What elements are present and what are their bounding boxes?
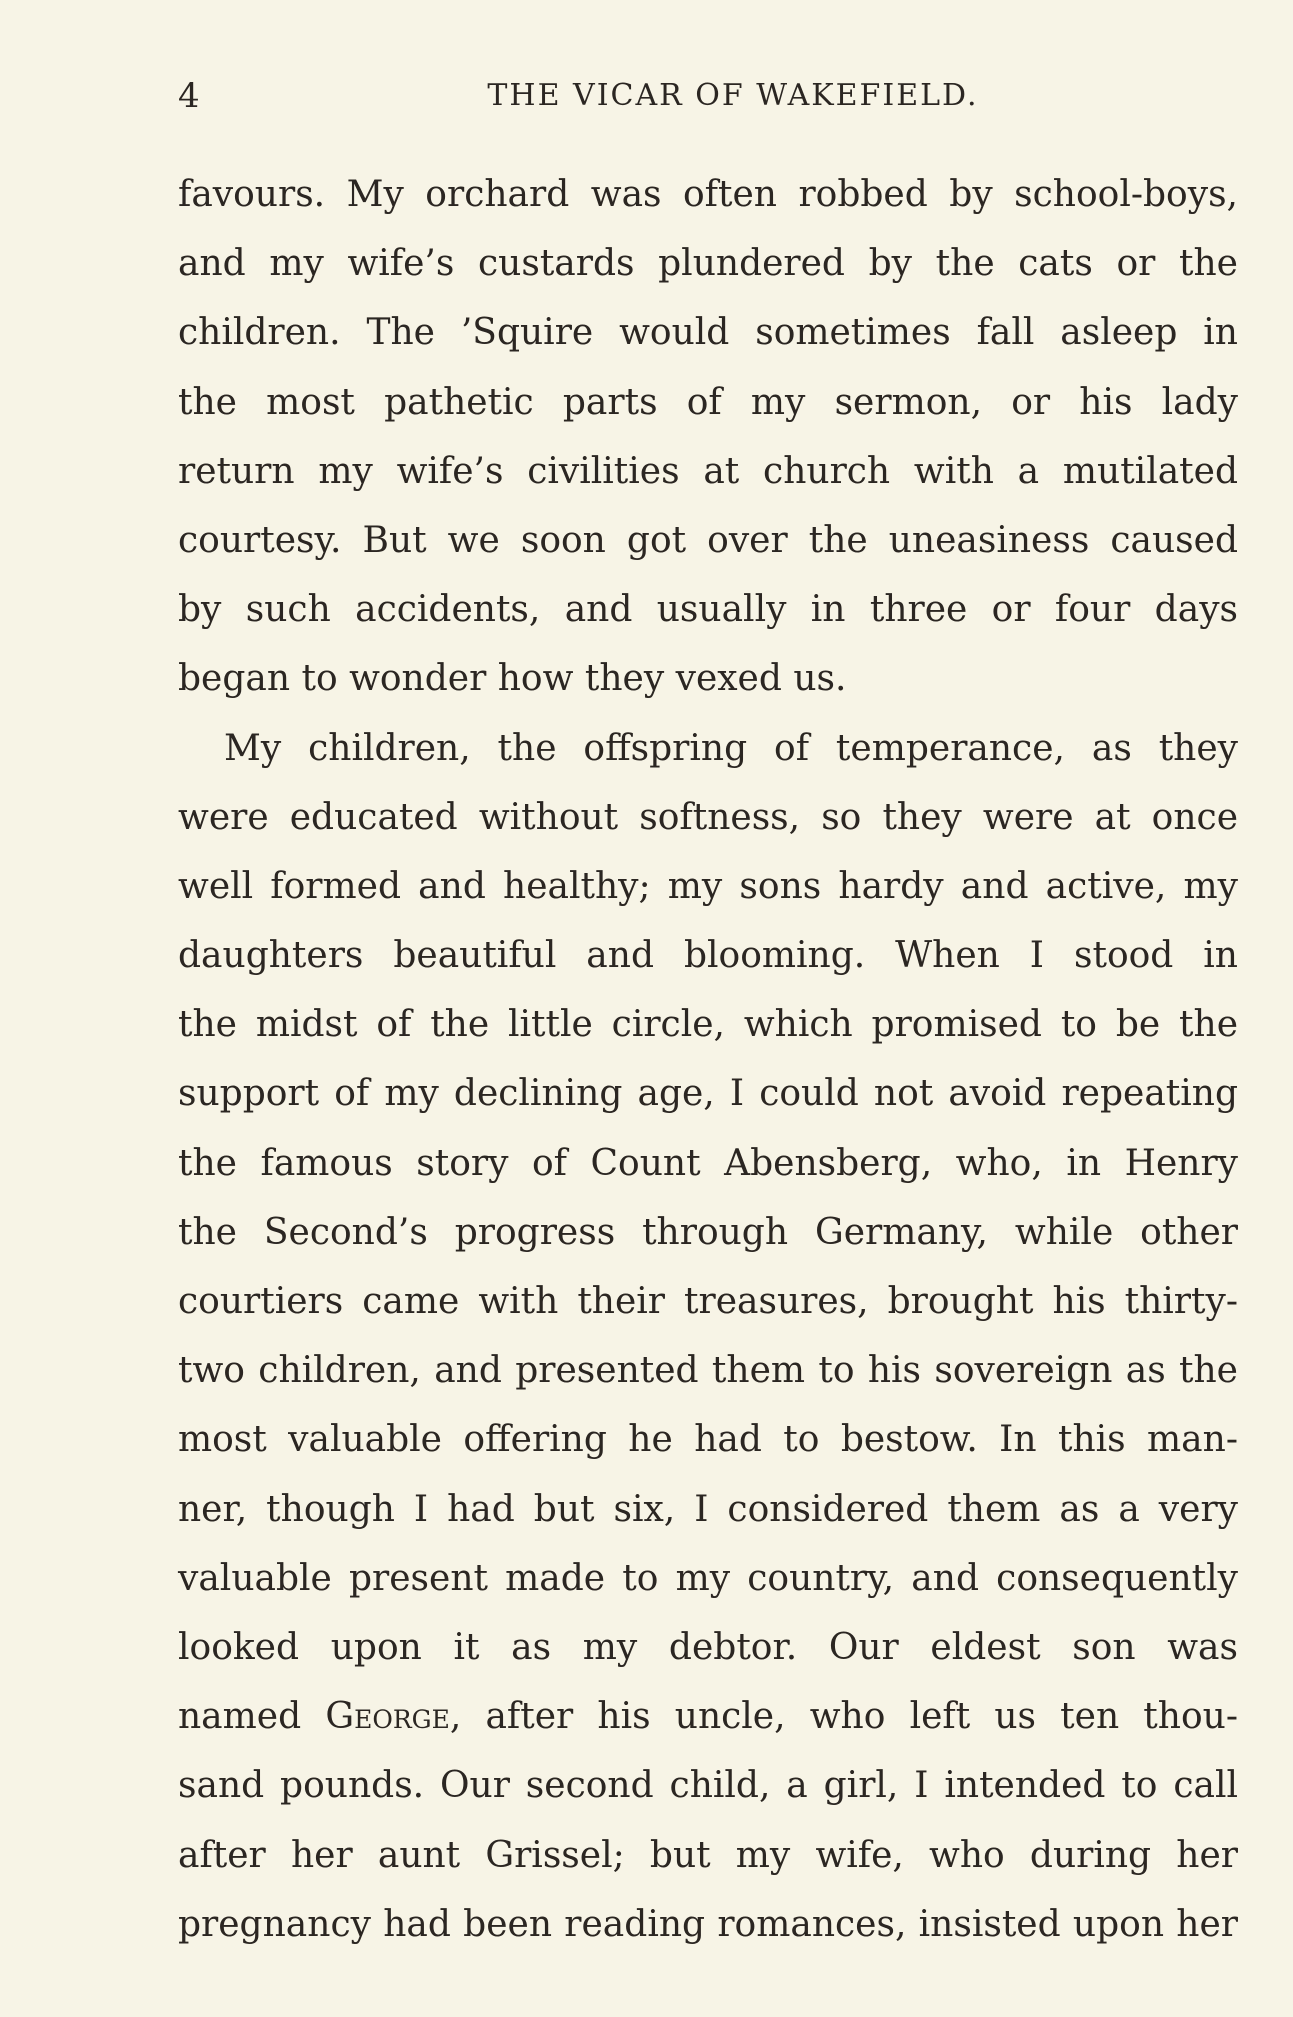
name-george: George [325, 1696, 450, 1738]
page-number: 4 [178, 76, 200, 116]
text-fragment: , after his uncle, who left us ten thou- [449, 1696, 1238, 1738]
body-text [178, 160, 1238, 1959]
text-line: children. The ’Squire would sometimes fall asleep in [178, 312, 1238, 354]
text-line: began to wonder how they vexed us. [178, 658, 847, 700]
text-line: sand pounds. Our second child, a girl, I intended to call [178, 1765, 1238, 1807]
text-line: most valuable offering he had to bestow. In this man- [178, 1419, 1238, 1461]
text-line: favours. My orchard was often robbed by school-boys, [178, 174, 1238, 215]
text-line: the Second’s progress through Germany, while other [178, 1211, 1238, 1253]
running-head [178, 66, 1238, 126]
text-line: and my wife’s custards plundered by the cats or the [178, 243, 1238, 285]
text-line: pregnancy had been reading romances, insisted upon her [178, 1903, 1238, 1945]
text-line: daughters beautiful and blooming. When I stood in [178, 935, 1238, 977]
text-line: courtesy. But we soon got over the uneasiness caused [178, 519, 1238, 561]
text-line: were educated without softness, so they were at once [178, 796, 1238, 838]
text-line: the midst of the little circle, which promised to be the [178, 1004, 1238, 1046]
text-line [178, 1682, 1238, 1751]
text-fragment: named [178, 1696, 302, 1738]
text-line: ner, though I had but six, I considered them as a very [178, 1488, 1238, 1530]
text-line: support of my declining age, I could not avoid repeating [178, 1073, 1238, 1115]
text-line: well formed and healthy; my sons hardy and active, my [178, 865, 1238, 907]
paragraph-start-line: My children, the offspring of temperance, as they [224, 727, 1238, 769]
text-line: the most pathetic parts of my sermon, or his lady [178, 381, 1238, 423]
text-line: by such accidents, and usually in three or four days [178, 589, 1238, 631]
text-line: return my wife’s civilities at church with a mutilated [178, 450, 1238, 492]
text-line: valuable present made to my country, and consequently [178, 1557, 1238, 1599]
book-title: THE VICAR OF WAKEFIELD. [487, 78, 979, 113]
text-line: looked upon it as my debtor. Our eldest son was [178, 1626, 1238, 1668]
text-line: two children, and presented them to his sovereign as the [178, 1350, 1238, 1392]
text-line: after her aunt Grissel; but my wife, who during her [178, 1834, 1238, 1876]
text-line: courtiers came with their treasures, brought his thirty- [178, 1281, 1238, 1322]
text-line: the famous story of Count Abensberg, who, in Henry [178, 1142, 1238, 1184]
